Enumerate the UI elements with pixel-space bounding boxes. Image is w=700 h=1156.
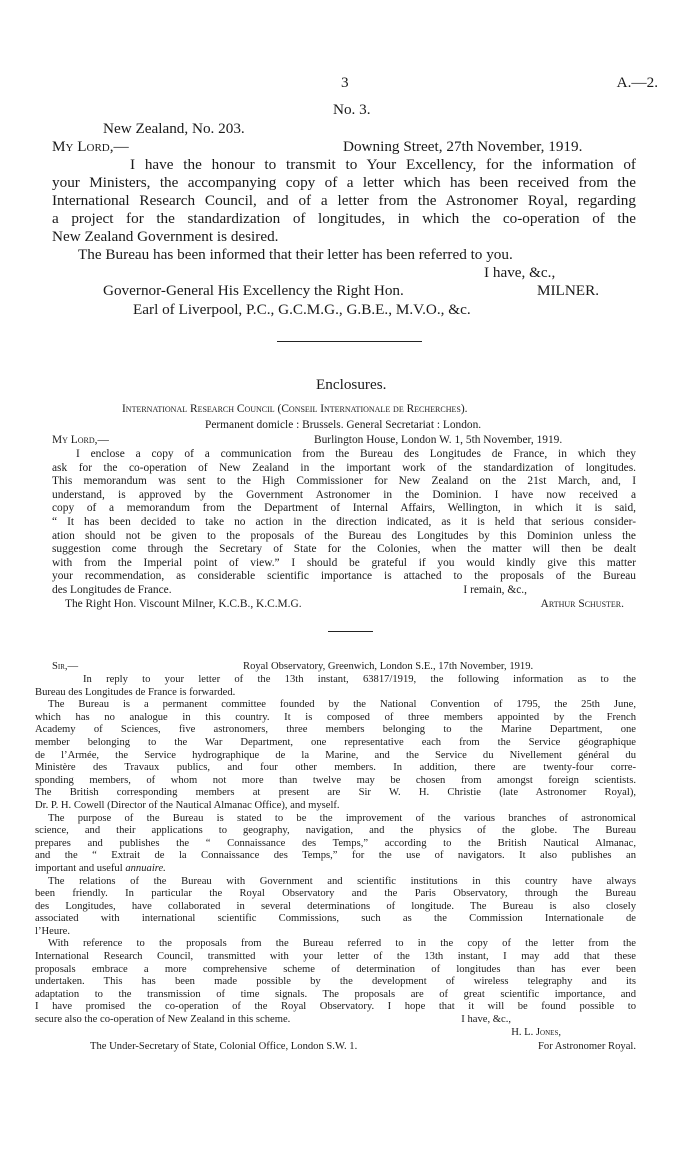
observatory-closing: I have, &c.,: [461, 1014, 511, 1026]
dispatch-body: [52, 156, 636, 264]
council-line: [52, 598, 636, 612]
dispatch-salutation: My Lord,—: [52, 138, 129, 155]
observatory-line: science, and their applications to geography, navigation, and the physics of the globe. The Bureau: [35, 825, 636, 837]
observatory-letter-body: [35, 674, 636, 1053]
observatory-line: The British corresponding members at present are Sir W. H. Christie (late Astronomer Royal),: [35, 787, 636, 799]
dispatch-line: your Ministers, the accompanying copy of a letter which has been received from the: [52, 174, 636, 191]
observatory-line: Academy of Sciences, five astronomers, three members belonging to the Marine Department, one: [35, 724, 636, 736]
observatory-line: Bureau des Longitudes de France is forwarded.: [35, 686, 236, 698]
council-addressee: The Right Hon. Viscount Milner, K.C.B., K.C.M.G.: [65, 597, 302, 610]
observatory-signatory: H. L. Jones,: [511, 1026, 561, 1038]
council-line: “ It has been decided to take no action in the direction indicated, as it is held that serious consider-: [52, 515, 636, 528]
council-line: understand, is approved by the Government Astronomer in the Dominion. I have now received a: [52, 488, 636, 501]
dispatch-line: New Zealand Government is desired.: [52, 228, 279, 245]
observatory-line: [35, 1041, 636, 1054]
observatory-line: and the “ Extrait de la Connaissance des Temps,” for the use of navigators. It also publishes an: [35, 850, 636, 862]
observatory-line: which has no analogue in this country. It is composed of three members appointed by the French: [35, 711, 636, 723]
council-line: with from the Imperial point of view.” I should be grateful if you would kindly give this matter: [52, 556, 636, 569]
paper-code: A.—2.: [616, 74, 658, 91]
section-divider: [277, 341, 422, 342]
council-closing: I remain, &c.,: [463, 583, 527, 596]
page-number: 3: [341, 74, 349, 91]
observatory-line: l’Heure.: [35, 925, 70, 937]
observatory-line: In reply to your letter of the 13th instant, 63817/1919, the following information as to the: [83, 674, 636, 685]
observatory-line: Ministère des Travaux publics, and four other members. In addition, there are twenty-four corre-: [35, 762, 636, 774]
observatory-line: des Longitudes, have collaborated in several determinations of longitude. The Bureau is also closely: [35, 900, 636, 912]
observatory-line: proposals embrace a more comprehensive scheme of determination of longitudes than has ever been: [35, 963, 636, 975]
council-line: ation should not be given to the proposals of the Bureau des Longitudes by this Dominion unless the: [52, 529, 636, 542]
council-line: your recommendation, as considerable scientific importance is attached to the proposals of the Bureau: [52, 570, 636, 583]
council-line: This memorandum was sent to the High Commissioner for New Zealand on the 21st March, and, I: [52, 475, 636, 488]
observatory-line: adaptation to the transmission of time signals. The proposals are of great scientific importance, and: [35, 988, 636, 1000]
observatory-addressee: The Under-Secretary of State, Colonial Office, London S.W. 1.: [90, 1040, 358, 1052]
section-divider: [328, 631, 373, 632]
dispatch-address-date: Downing Street, 27th November, 1919.: [343, 138, 583, 155]
observatory-line: undertaken. This has been made possible by the development of wireless telegraphy and its: [35, 976, 636, 988]
council-line: I enclose a copy of a communication from the Bureau des Longitudes de France, in which they: [76, 448, 636, 460]
dispatch-number: No. 3.: [333, 101, 371, 118]
observatory-salutation: Sir,—: [52, 661, 79, 672]
dispatch-line: I have the honour to transmit to Your Excellency, for the information of: [130, 156, 636, 173]
observatory-line: de l’Armée, the Service hydrographique de la Marine, and the Service du Nivellement général du: [35, 749, 636, 761]
observatory-line: The relations of the Bureau with Government and scientific institutions in this country have always: [48, 875, 636, 887]
council-signature: Arthur Schuster.: [540, 597, 624, 610]
council-line: ask for the co-operation of New Zealand in the important work of the standardization of longitudes.: [52, 461, 636, 474]
observatory-line: Dr. P. H. Cowell (Director of the Nautical Almanac Office), and myself.: [35, 799, 340, 811]
council-domicile: Permanent domicle : Brussels. General Secretariat : London.: [205, 419, 482, 431]
observatory-signatory-role: For Astronomer Royal.: [538, 1040, 636, 1052]
observatory-line: associated with international scientific Commissions, such as the Commission Internationale de: [35, 913, 636, 925]
enclosures-heading: Enclosures.: [316, 376, 387, 393]
dispatch-line: a project for the standardization of longitudes, in which the co-operation of the: [52, 210, 636, 227]
council-address-date: Burlington House, London W. 1, 5th November, 1919.: [314, 434, 563, 446]
observatory-line: The purpose of the Bureau is stated to be the improvement of the various branches of astronomical: [48, 812, 636, 824]
observatory-signatory-row: [35, 1027, 636, 1041]
observatory-line: I have promised the co-operation of the Royal Observatory. I hope that it will be found possible to: [35, 1001, 636, 1013]
council-line: copy of a memorandum from the Department of Internal Affairs, Wellington, in which it is said,: [52, 502, 636, 515]
observatory-address-date: Royal Observatory, Greenwich, London S.E., 17th November, 1919.: [243, 661, 534, 672]
observatory-line: important and useful annuaire.: [35, 862, 166, 874]
observatory-line: been friendly. In particular the Royal Observatory and the Paris Observatory, through the Bureau: [35, 888, 636, 900]
council-line: suggestion come through the Secretary of State for the Colonies, when the matter will then be dealt: [52, 543, 636, 556]
observatory-line: prepares and publishes the “ Connaissance des Temps,” according to the British Nautical Almanac,: [35, 837, 636, 849]
observatory-line: secure also the co-operation of New Zealand in this scheme. I have, &c.,: [35, 1014, 511, 1026]
dispatch-addressee-2: Earl of Liverpool, P.C., G.C.M.G., G.B.E., M.V.O., &c.: [133, 301, 471, 318]
dispatch-closing: I have, &c.,: [484, 264, 556, 281]
observatory-line: International Research Council, transmitted with your letter of the 13th instant, I may add that these: [35, 951, 636, 963]
observatory-line: With reference to the proposals from the Bureau referred to in the copy of the letter from the: [48, 938, 636, 950]
council-heading: International Research Council (Conseil Internationale de Recherches).: [122, 403, 468, 415]
council-letter-body: [52, 448, 636, 611]
council-salutation: My Lord,—: [52, 434, 109, 446]
council-line: des Longitudes de France. I remain, &c.,: [52, 583, 527, 596]
dispatch-line: International Research Council, and of a letter from the Astronomer Royal, regarding: [52, 192, 636, 209]
dispatch-line: The Bureau has been informed that their letter has been referred to you.: [78, 246, 513, 263]
dispatch-addressee-1: Governor-General His Excellency the Right Hon.: [103, 282, 404, 299]
observatory-line: The Bureau is a permanent committee founded by the National Convention of 1795, the 25th June,: [48, 699, 636, 711]
dispatch-signature: MILNER.: [537, 282, 600, 299]
observatory-line: sponding members, of whom not more than twelve may be chosen from amongst foreign scientists.: [35, 774, 636, 786]
observatory-line: member belonging to the War Department, one representative each from the Service géographique: [35, 736, 636, 748]
dispatch-reference: New Zealand, No. 203.: [103, 120, 245, 137]
